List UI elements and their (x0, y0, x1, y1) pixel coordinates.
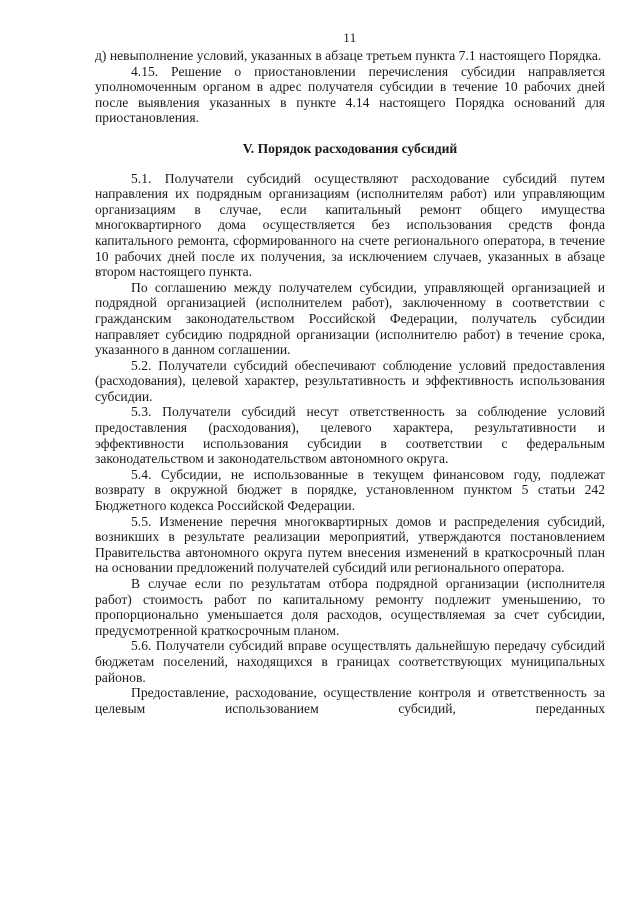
page-number: 11 (343, 30, 357, 45)
paragraph-5-1: 5.1. Получатели субсидий осуществляют расходование субсидий путем направления их подрядным организациям (исполнителям работ) или управляющим организациям в случае, если капитальный ремонт общего имущества многоквартирного дома осуществляется без использования средств фонда капитального ремонта, сформированного на счете регионального оператора, в течение 10 рабочих дней после их получения, за исключением случаев, указанных в абзаце втором настоящего пункта. (95, 170, 605, 280)
paragraph-5-3: 5.3. Получатели субсидий несут ответственность за соблюдение условий предоставления (расходования), целевого характера, результативности и эффективности использования субсидии в соответствии с федеральным законодательством и законодательством автономного округа. (95, 404, 605, 467)
paragraph-item-d: д) невыполнение условий, указанных в абзаце третьем пункта 7.1 настоящего Порядка. (95, 48, 602, 63)
section-title: V. Порядок расходования субсидий (242, 140, 458, 156)
document-body (95, 48, 605, 716)
paragraph-5-4: 5.4. Субсидии, не использованные в текущем финансовом году, подлежат возврату в окружной бюджет в порядке, установленном пунктом 5 статьи 242 Бюджетного кодекса Российской Федерации. (95, 466, 605, 514)
paragraph-4-15: 4.15. Решение о приостановлении перечисления субсидии направляется уполномоченным органом в адрес получателя субсидии в течение 10 рабочих дней после выявления указанных в пункте 4.14 настоящего Порядка оснований для приостановления. (95, 63, 605, 126)
paragraph-5-1-agreement: По соглашению между получателем субсидии, управляющей организацией и подрядной организацией (исполнителем работ), заключенному в соответствии с гражданским законодательством Российской Федерации, получатель субсидии направляет субсидию подрядной организации (исполнителю работ) в течение срока, указанного в данном соглашении. (95, 279, 605, 358)
paragraph-5-5-reduction: В случае если по результатам отбора подрядной организации (исполнителя работ) стоимость работ по капитальному ремонту подлежит уменьшению, то пропорционально уменьшается доля расходов, осуществляемая за счет субсидии, предусмотренной краткосрочным планом. (95, 576, 605, 638)
paragraph-5-6-continued: Предоставление, расходование, осуществление контроля и ответственность за целевым использованием субсидий, переданных (95, 685, 605, 716)
paragraph-5-5: 5.5. Изменение перечня многоквартирных домов и распределения субсидий, возникших в результате реализации мероприятий, утверждаются постановлением Правительства автономного округа путем внесения изменений в краткосрочный план на основании предложений получателей субсидий или регионального оператора. (95, 513, 605, 576)
paragraph-5-6: 5.6. Получатели субсидий вправе осуществлять дальнейшую передачу субсидий бюджетам поселений, находящихся в границах соответствующих муниципальных районов. (95, 638, 605, 685)
paragraph-5-2: 5.2. Получатели субсидий обеспечивают соблюдение условий предоставления (расходования), целевой характер, результативность и эффективность использования субсидии. (95, 357, 605, 404)
